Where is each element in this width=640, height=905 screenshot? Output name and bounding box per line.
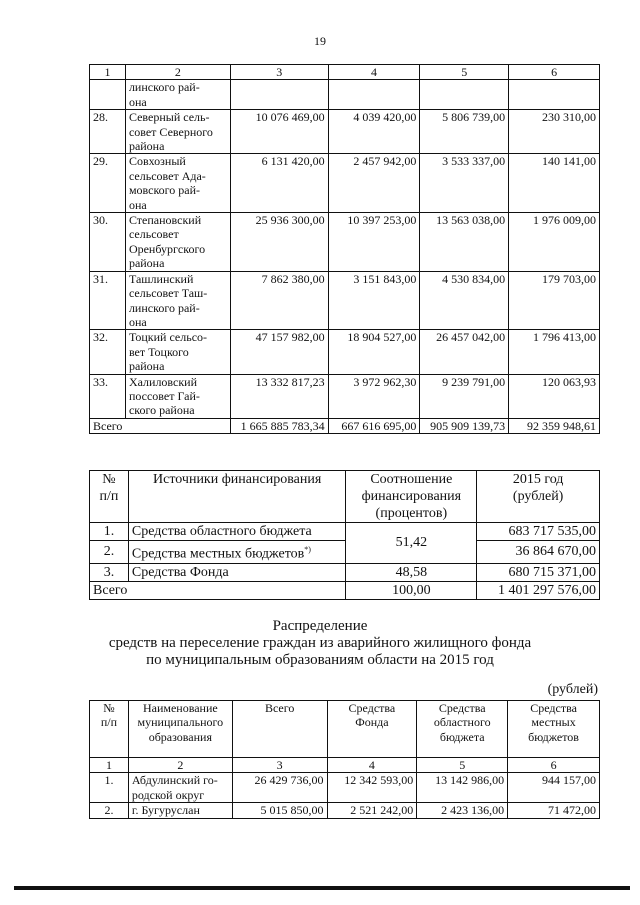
footnote-mark: *) [304,545,311,554]
source-name [128,541,345,564]
header-name: Наименование муниципального образования [128,701,232,758]
column-number: 1 [90,65,126,80]
page-bottom-rule [14,886,630,890]
table-row [90,803,600,818]
cell-local: 1 796 413,00 [509,330,600,374]
cell-total: 26 429 736,00 [232,773,327,803]
column-number-row [90,65,600,80]
row-name: Северный сель- совет Северного района [125,110,230,154]
row-number: 32. [90,330,126,374]
column-number: 3 [232,758,327,773]
table-row [90,523,600,541]
section-subtitle-line2: по муниципальным образованиям области на 2015 год [146,652,494,668]
table-row [90,374,600,418]
column-number: 2 [125,65,230,80]
page-number: 19 [314,34,326,48]
header-local: Средства местных бюджетов [508,701,600,758]
cell-fund: 2 521 242,00 [327,803,417,818]
source-name: Средства областного бюджета [128,523,345,541]
cell-local: 140 141,00 [509,154,600,213]
cell-fund: 3 151 843,00 [328,271,420,330]
cell-total: 25 936 300,00 [230,213,328,272]
row-number: 33. [90,374,126,418]
cell-local: 120 063,93 [509,374,600,418]
row-number: 30. [90,213,126,272]
total-all: 1 665 885 783,34 [230,418,328,433]
row-number: 3. [90,563,129,581]
row-name: Тоцкий сельсо- вет Тоцкого района [125,330,230,374]
section-subtitle-line1: средств на переселение граждан из аварийного жилищного фонда [108,635,532,651]
table-row [90,563,600,581]
column-number: 6 [508,758,600,773]
cell-regional: 9 239 791,00 [420,374,509,418]
total-regional: 905 909 139,73 [420,418,509,433]
row-number: 1. [90,523,129,541]
table-row [90,541,600,564]
source-name: Средства Фонда [128,563,345,581]
total-ratio: 100,00 [346,581,477,599]
header-regional: Средства областного бюджета [417,701,508,758]
amount-value: 683 717 535,00 [477,523,600,541]
table-header-row [90,701,600,758]
row-number: 2. [90,803,129,818]
ratio-value: 51,42 [346,523,477,564]
column-number: 2 [128,758,232,773]
cell-local: 230 310,00 [509,110,600,154]
cell-total: 5 015 850,00 [232,803,327,818]
row-name: Халиловский поссовет Гай- ского района [125,374,230,418]
table-header-row [90,471,600,523]
column-number: 4 [327,758,417,773]
table-row [90,271,600,330]
amount-value: 36 864 670,00 [477,541,600,564]
cell-regional: 5 806 739,00 [420,110,509,154]
total-fund: 667 616 695,00 [328,418,420,433]
cell-regional: 26 457 042,00 [420,330,509,374]
cell-local: 944 157,00 [508,773,600,803]
header-number: № п/п [90,701,129,758]
total-row [90,581,600,599]
total-label: Всего [90,418,231,433]
table-row [90,213,600,272]
total-label: Всего [90,581,346,599]
ratio-value: 48,58 [346,563,477,581]
cell-local: 179 703,00 [509,271,600,330]
total-local: 92 359 948,61 [509,418,600,433]
amount-value: 680 715 371,00 [477,563,600,581]
column-number: 3 [230,65,328,80]
header-ratio: Соотношение финансирования (процентов) [346,471,477,523]
total-amount: 1 401 297 576,00 [477,581,600,599]
header-fund: Средства Фонда [327,701,417,758]
section-title: Распределение [272,618,368,634]
source-name-text: Средства местных бюджетов [131,546,305,562]
table-row [90,80,600,110]
cell-regional: 4 530 834,00 [420,271,509,330]
cell-regional: 2 423 136,00 [417,803,508,818]
row-name: Ташлинский сельсовет Таш- линского рай- она [125,271,230,330]
row-number: 2. [90,541,129,564]
table-row [90,154,600,213]
cell-fund: 18 904 527,00 [328,330,420,374]
cell-local: 71 472,00 [508,803,600,818]
column-number: 6 [509,65,600,80]
row-name: линского рай- она [125,80,230,110]
header-source: Источники финансирования [128,471,345,523]
cell-fund: 10 397 253,00 [328,213,420,272]
column-number: 5 [420,65,509,80]
column-number: 4 [328,65,420,80]
row-name: Совхозный сельсовет Ада- мовского рай- она [125,154,230,213]
table-row [90,773,600,803]
total-row [90,418,600,433]
row-number: 29. [90,154,126,213]
table-row [90,110,600,154]
cell-fund: 2 457 942,00 [328,154,420,213]
column-number-row [90,758,600,773]
row-number: 28. [90,110,126,154]
distribution-table [89,700,600,819]
cell-total: 47 157 982,00 [230,330,328,374]
cell-total: 7 862 380,00 [230,271,328,330]
row-name: Степановский сельсовет Оренбургского района [125,213,230,272]
cell-fund: 12 342 593,00 [327,773,417,803]
row-name: Абдулинский го- родской округ [128,773,232,803]
column-number: 1 [90,758,129,773]
cell-total: 13 332 817,23 [230,374,328,418]
header-number: № п/п [90,471,129,523]
row-number: 1. [90,773,129,803]
cell-regional: 13 142 986,00 [417,773,508,803]
column-number: 5 [417,758,508,773]
municipal-table-continued [89,64,600,434]
cell-total: 6 131 420,00 [230,154,328,213]
row-number: 31. [90,271,126,330]
cell-regional: 3 533 337,00 [420,154,509,213]
cell-fund: 4 039 420,00 [328,110,420,154]
units-label: (рублей) [547,682,598,697]
cell-fund: 3 972 962,30 [328,374,420,418]
header-year: 2015 год (рублей) [477,471,600,523]
header-total: Всего [232,701,327,758]
table-row [90,330,600,374]
row-name: г. Бугуруслан [128,803,232,818]
cell-regional: 13 563 038,00 [420,213,509,272]
funding-sources-table [89,470,600,600]
cell-total: 10 076 469,00 [230,110,328,154]
cell-local: 1 976 009,00 [509,213,600,272]
